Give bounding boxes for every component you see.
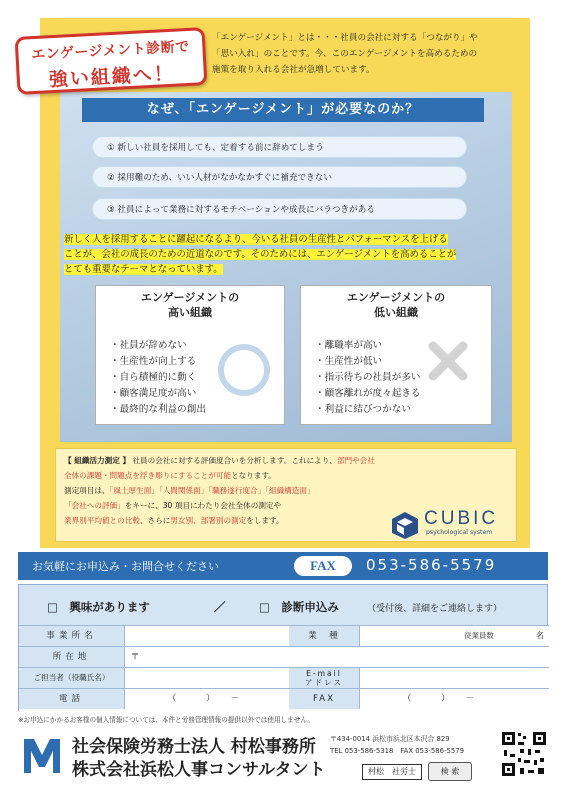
- high-engagement-box: [95, 285, 285, 425]
- note-emphasis: 業界別平均値との比較: [64, 516, 140, 525]
- note-text: 測定項目は、: [64, 486, 110, 495]
- list-item: ・社員が辞めない: [110, 340, 187, 351]
- low-engagement-box: [300, 285, 492, 425]
- reason-1: ① 新しい社員を採用しても、定着する前に辞めてしまう: [92, 136, 467, 158]
- fax-number[interactable]: 053-586-5579: [366, 556, 497, 574]
- employees-unit: 名: [536, 631, 544, 640]
- apply-checkbox[interactable]: □ 診断申込み: [259, 600, 339, 614]
- form-row-address: [19, 646, 549, 667]
- intro-text: [212, 30, 512, 78]
- high-org-title: [96, 290, 284, 320]
- company-address: 〒434-0014 浜松市浜北区本沢合 829: [330, 735, 450, 743]
- cross-icon: [423, 336, 473, 386]
- cubic-wordmark: CUBIC: [424, 508, 499, 529]
- low-org-title: [301, 290, 491, 320]
- note-text: をキーに、30 項目にわたり会社全体の測定や: [124, 501, 282, 510]
- form-header: [19, 585, 549, 625]
- cube-icon: [390, 510, 420, 540]
- postal-mark: 〒: [130, 652, 140, 662]
- search-button[interactable]: 検 索: [428, 762, 472, 781]
- employees-label: 従業員数: [464, 631, 494, 640]
- company-field[interactable]: [125, 626, 288, 646]
- contact-person-label: ご担当者（役職氏名）: [19, 668, 124, 688]
- list-item: ・生産性が向上する: [110, 356, 197, 367]
- cubic-logo: [390, 508, 515, 540]
- apply-note: （受付後、詳細をご連絡します）: [367, 604, 503, 614]
- application-form: [18, 584, 548, 711]
- note-emphasis: 全体の課題・問題点を浮き彫りにすることが可能: [64, 471, 232, 480]
- industry-label: 業 種: [289, 626, 359, 646]
- separator: ／: [214, 600, 226, 614]
- intro-line: 「思い入れ」のことです。今、このエンゲージメントを高めるための: [212, 49, 478, 59]
- company-logo-icon: [20, 733, 64, 777]
- divider: [124, 647, 125, 667]
- email-label-line: E-mail: [306, 669, 342, 678]
- form-row-contact: [19, 667, 549, 688]
- list-item: ・離職率が高い: [315, 340, 383, 351]
- phone-field[interactable]: （ ） －: [167, 694, 241, 704]
- note-emphasis: 「風土厚生面」「人間関係面」「職務遂行度合」「組織構造面」: [109, 486, 315, 495]
- highlight-line: とても重要なテーマとなっています。: [64, 264, 223, 275]
- low-org-title-line: エンゲージメントの: [346, 291, 446, 304]
- company-tel-fax: TEL 053-586-5318 FAX 053-586-5579: [330, 747, 465, 755]
- divider: [359, 689, 360, 709]
- list-item: ・指示待ちの社員が多い: [315, 372, 421, 383]
- privacy-note: ※お申込にかかるお客様の個人情報については、本件と労務管理情報の提供以外では使用しません。: [18, 716, 314, 724]
- company-name-1: 社会保険労務士法人 村松事務所: [72, 737, 316, 757]
- address-field[interactable]: [143, 647, 548, 667]
- list-item: ・顧客離れが度々起きる: [315, 388, 421, 399]
- list-item: ・利益に結びつかない: [315, 404, 411, 415]
- list-item: ・顧客満足度が高い: [110, 388, 197, 399]
- highlight-line: 新しく人を採用することに躍起になるより、今いる社員の生産性とパフォーマンスを上げる: [64, 234, 448, 245]
- intro-line: 「エンゲージメント」とは・・・社員の会社に対する「つながり」や: [212, 33, 478, 43]
- email-label: [289, 668, 359, 688]
- fax-label: FAX: [294, 556, 352, 576]
- list-item: ・生産性が低い: [315, 356, 383, 367]
- high-org-title-line: エンゲージメントの: [140, 291, 240, 304]
- address-label: 所在地: [19, 647, 124, 667]
- interest-checkbox[interactable]: □ 興味があります: [47, 600, 150, 614]
- fax-label-form: FAX: [289, 689, 359, 709]
- email-field[interactable]: [360, 668, 548, 688]
- headline-badge: [15, 27, 208, 95]
- highlight-text: [64, 232, 508, 277]
- note-emphasis: 部門や会社: [336, 456, 375, 465]
- badge-line-2: 強い組織へ！: [48, 62, 176, 92]
- form-row-company: [19, 625, 549, 646]
- list-item: ・自ら積極的に動く: [110, 372, 197, 383]
- intro-line: 施策を取り入れる会社が急増しています。: [212, 65, 375, 75]
- note-heading: 【 組織活力測定 】: [64, 456, 131, 465]
- contact-bar: [18, 552, 548, 580]
- badge-line-1: エンゲージメント診断で: [30, 38, 191, 64]
- reason-3: ③ 社員によって業務に対するモチベーションや成長にバラつきがある: [92, 198, 467, 220]
- note-text: 社員の会社に対する評価度合いを分析します。これにより、: [132, 456, 337, 465]
- note-text: 、さらに: [139, 516, 171, 525]
- email-label-line: アドレス: [304, 678, 344, 687]
- divider: [124, 689, 125, 709]
- note-emphasis: 「会社への評価」: [64, 501, 125, 510]
- circle-icon: [218, 344, 270, 396]
- note-text: をします。: [246, 516, 284, 525]
- phone-label: 電話: [19, 689, 124, 709]
- form-row-phone: [19, 688, 549, 711]
- note-text: となります。: [231, 471, 277, 480]
- company-label: 事業所名: [19, 626, 124, 646]
- search-input[interactable]: 村松 社労士: [362, 764, 422, 780]
- qr-code-icon[interactable]: [500, 730, 548, 778]
- company-name-2: 株式会社浜松人事コンサルタント: [72, 760, 326, 780]
- high-org-title-line: 高い組織: [168, 306, 212, 319]
- contact-person-field[interactable]: [125, 668, 288, 688]
- reason-2: ② 採用難のため、いい人材がなかなかすぐに補充できない: [92, 166, 467, 188]
- highlight-line: ことが、会社の成長のための近道なのです。そのためには、エンゲージメントを高めることが: [64, 249, 457, 260]
- note-emphasis: 男女別、部署別の測定: [170, 516, 247, 525]
- why-title: なぜ、「エンゲージメント」が必要なのか？: [82, 98, 484, 122]
- fax-field[interactable]: （ ） －: [402, 694, 476, 704]
- list-item: ・最終的な利益の創出: [110, 404, 206, 415]
- contact-text: お気軽にお申込み・お問合せください: [32, 560, 219, 573]
- low-org-title-line: 低い組織: [374, 306, 418, 319]
- cubic-subtitle: psychological system: [426, 529, 493, 536]
